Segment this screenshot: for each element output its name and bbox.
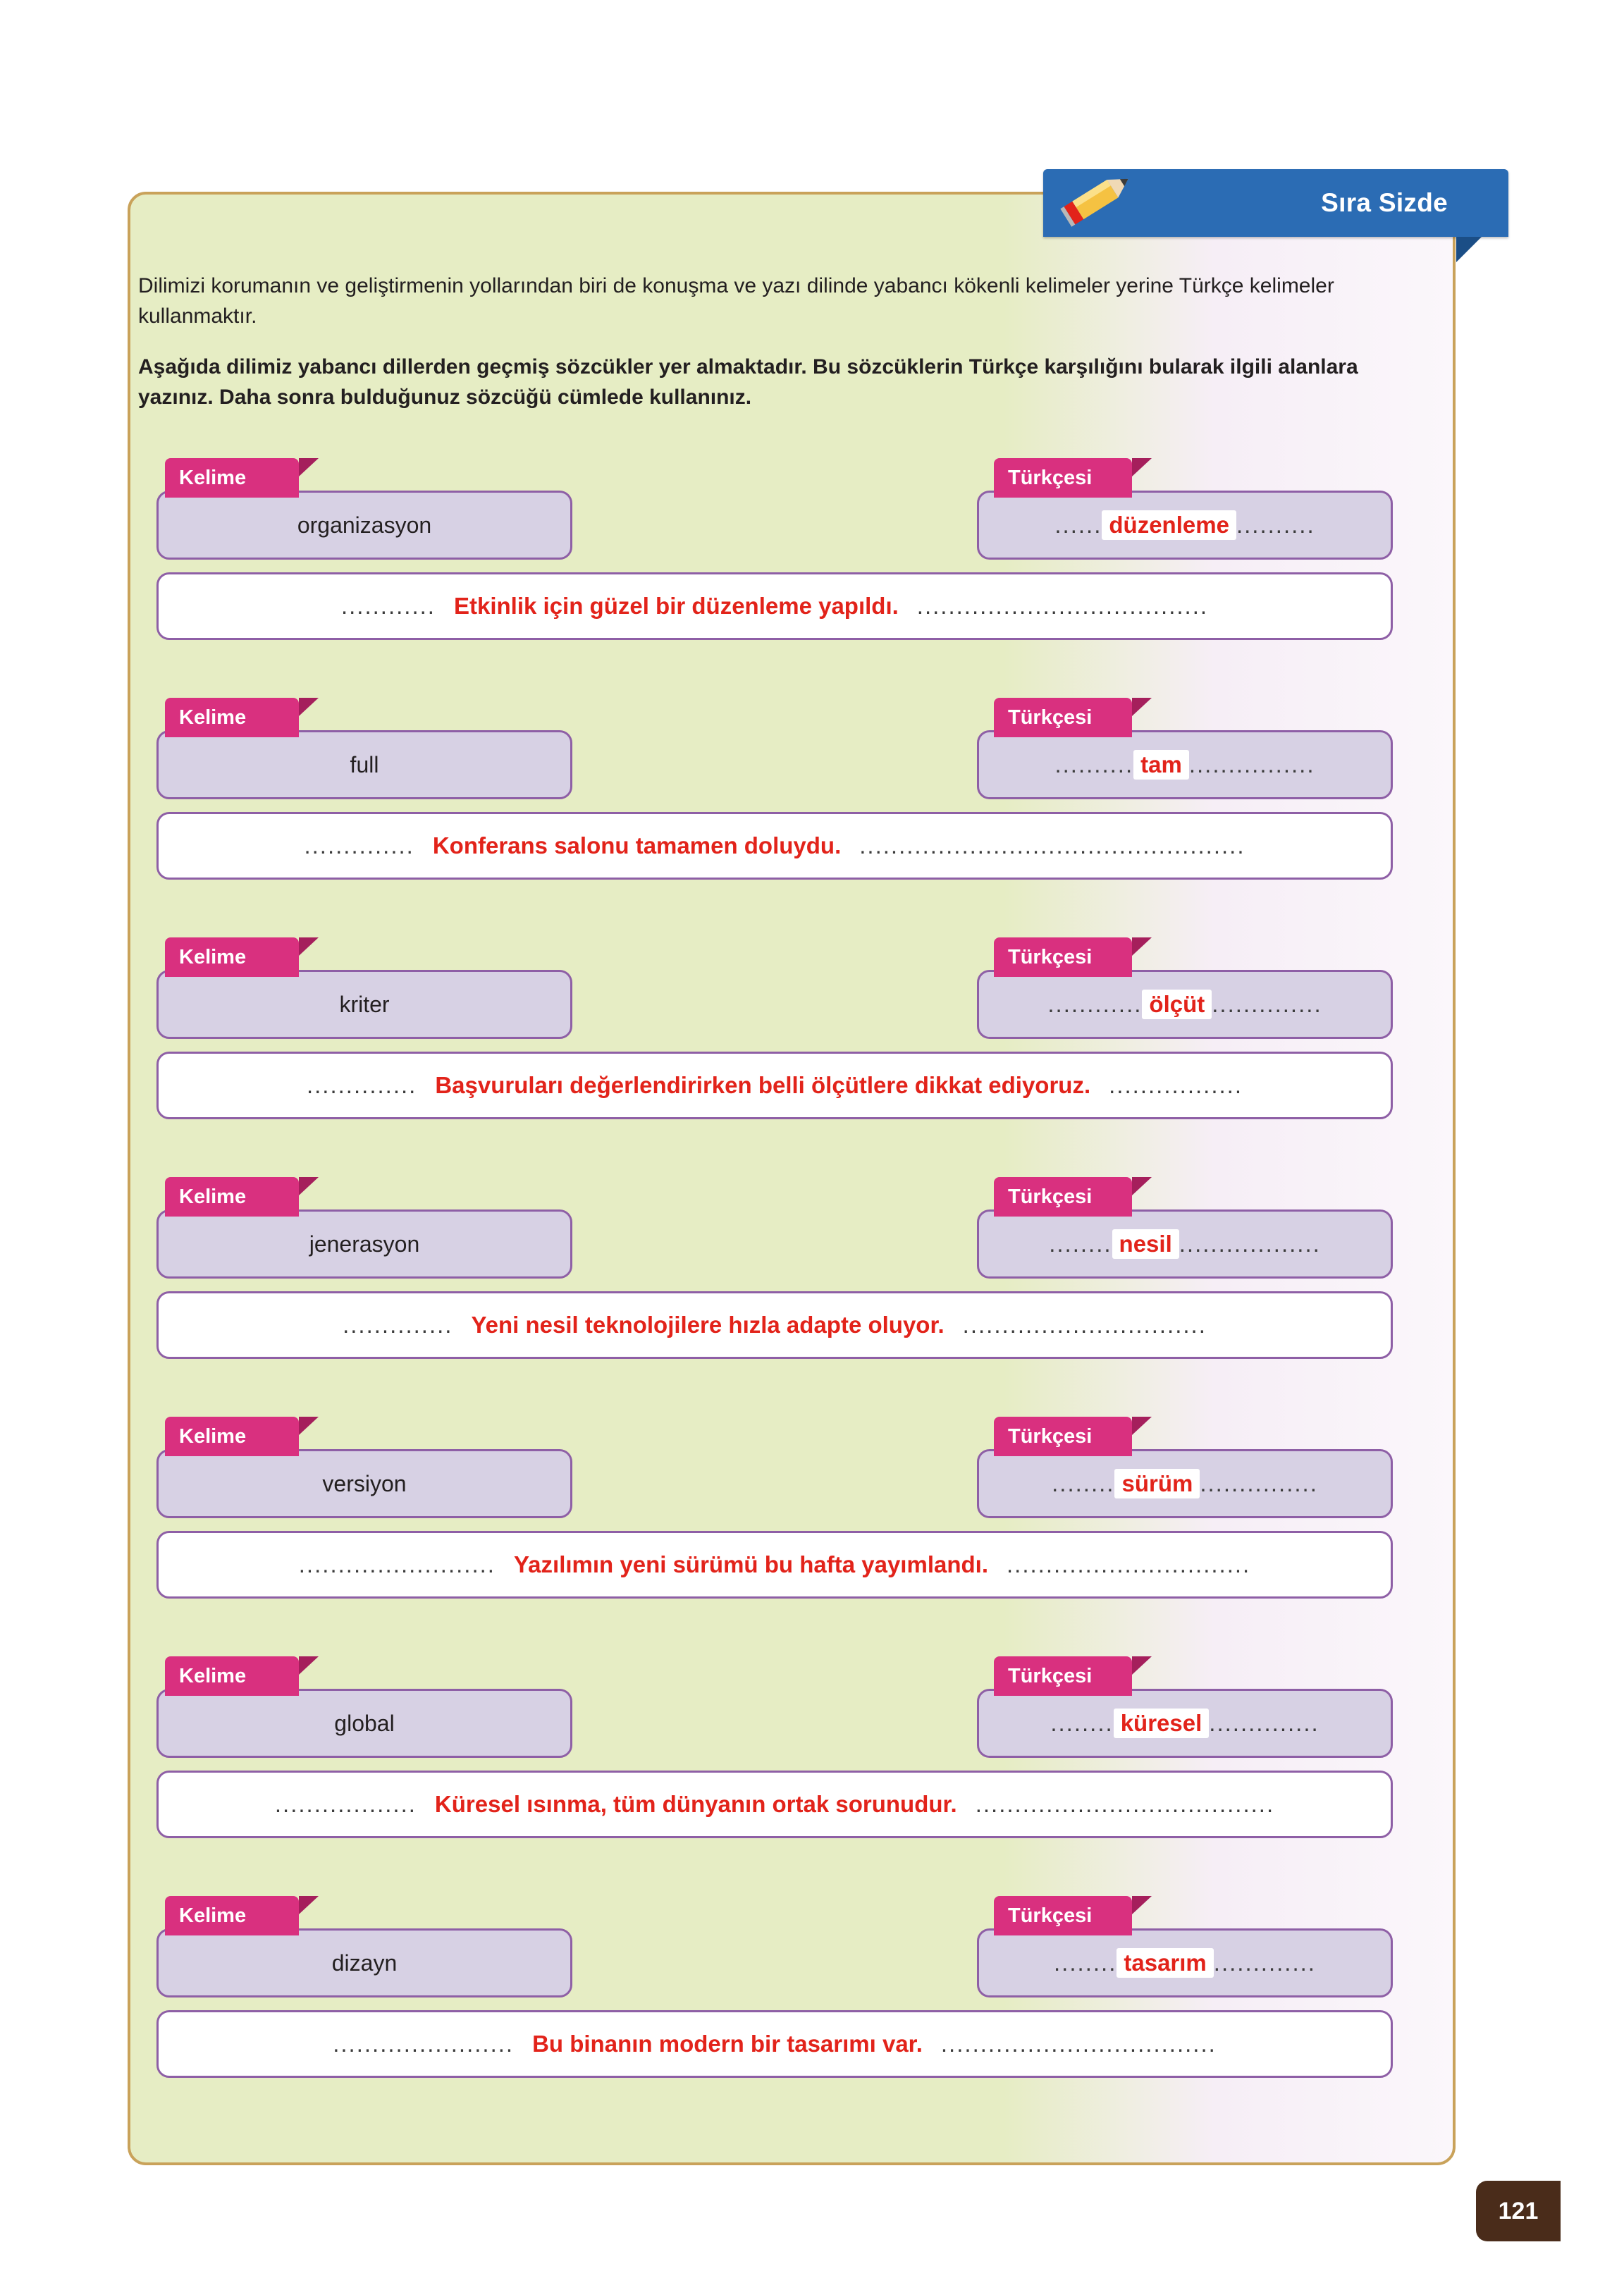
kelime-label: Kelime <box>165 1896 299 1935</box>
sentence-dots-left: ......................... <box>298 1551 496 1577</box>
sentence-dots-left: .................. <box>274 1791 417 1817</box>
turkish-answer-text: küresel <box>1114 1709 1210 1738</box>
foreign-word-text: dizayn <box>331 1950 398 1976</box>
turkcesi-label: Türkçesi <box>994 1417 1132 1456</box>
sentence-text: Başvuruları değerlendirirken belli ölçütlere dikkat ediyoruz. <box>426 1071 1099 1100</box>
dots-right: .................. <box>1179 1231 1321 1257</box>
sentence-text: Yeni nesil teknolojilere hızla adapte oluyor. <box>462 1310 952 1340</box>
sentence-field[interactable] <box>156 572 1393 640</box>
sentence-field[interactable] <box>156 1771 1393 1838</box>
turkcesi-tag-corner <box>1132 1656 1152 1675</box>
ribbon-fold-decoration <box>1456 237 1482 262</box>
word-group <box>138 937 1407 1125</box>
foreign-word-field[interactable] <box>156 1928 572 1997</box>
kelime-label: Kelime <box>165 1417 299 1456</box>
turkish-answer-text: tasarım <box>1116 1948 1213 1978</box>
kelime-tag-corner <box>299 458 319 476</box>
foreign-word-text: global <box>334 1710 395 1736</box>
kelime-label: Kelime <box>165 1656 299 1696</box>
sentence-dots-left: ............ <box>340 593 436 619</box>
page-number-badge <box>1476 2181 1561 2241</box>
dots-left: .......... <box>1054 751 1134 777</box>
dots-left: ........ <box>1049 1231 1112 1257</box>
turkish-answer-text: sürüm <box>1114 1469 1200 1498</box>
sentence-field[interactable] <box>156 1291 1393 1359</box>
sentence-dots-right: ............................... <box>1007 1551 1251 1577</box>
turkcesi-tag-corner <box>1132 458 1152 476</box>
sentence-dots-right: ............................... <box>962 1312 1207 1338</box>
turkcesi-tag-corner <box>1132 1177 1152 1195</box>
turkcesi-label: Türkçesi <box>994 937 1132 977</box>
dots-right: .............. <box>1209 1710 1320 1736</box>
turkish-answer-text: tam <box>1133 750 1189 780</box>
pencil-icon <box>1057 164 1139 237</box>
word-group <box>138 1177 1407 1365</box>
turkcesi-tag-corner <box>1132 937 1152 956</box>
turkcesi-tag-corner <box>1132 1896 1152 1914</box>
foreign-word-field[interactable] <box>156 491 572 560</box>
turkcesi-tag-corner <box>1132 698 1152 716</box>
sentence-text: Konferans salonu tamamen doluydu. <box>424 831 849 861</box>
turkish-answer-text: düzenleme <box>1102 510 1236 540</box>
turkish-answer-field[interactable] <box>977 1209 1393 1279</box>
sentence-text: Etkinlik için güzel bir düzenleme yapıldı. <box>445 591 907 621</box>
intro-paragraph-2: Aşağıda dilimiz yabancı dillerden geçmiş sözcükler yer almaktadır. Bu sözcüklerin Türkçe karşılığını bularak ilgili alanlara yazınız. Daha sonra bulduğunuz sözcüğü cümlede kullanınız. <box>138 355 1358 409</box>
sentence-dots-left: .............. <box>306 1072 417 1098</box>
sentence-dots-left: .............. <box>343 1312 453 1338</box>
sentence-text: Küresel ısınma, tüm dünyanın ortak sorunudur. <box>426 1790 966 1819</box>
foreign-word-text: jenerasyon <box>309 1231 420 1257</box>
sentence-text: Yazılımın yeni sürümü bu hafta yayımlandı. <box>505 1550 997 1580</box>
sentence-dots-right: ................................................. <box>859 832 1245 858</box>
foreign-word-field[interactable] <box>156 730 572 799</box>
sentence-dots-left: .............. <box>304 832 414 858</box>
turkcesi-label: Türkçesi <box>994 1896 1132 1935</box>
turkish-answer-field[interactable] <box>977 1449 1393 1518</box>
turkish-answer-field[interactable] <box>977 970 1393 1039</box>
sentence-field[interactable] <box>156 812 1393 880</box>
dots-right: ............... <box>1200 1470 1318 1496</box>
foreign-word-field[interactable] <box>156 970 572 1039</box>
kelime-label: Kelime <box>165 698 299 737</box>
kelime-tag-corner <box>299 1656 319 1675</box>
turkcesi-label: Türkçesi <box>994 458 1132 498</box>
turkcesi-label: Türkçesi <box>994 1177 1132 1217</box>
page-number: 121 <box>1498 2197 1539 2224</box>
dots-left: ...... <box>1054 512 1102 538</box>
word-group <box>138 458 1407 646</box>
foreign-word-text: organizasyon <box>297 512 432 538</box>
kelime-label: Kelime <box>165 1177 299 1217</box>
turkcesi-tag-corner <box>1132 1417 1152 1435</box>
foreign-word-text: versiyon <box>322 1470 407 1496</box>
turkish-answer-text: nesil <box>1112 1229 1179 1259</box>
word-group <box>138 1417 1407 1604</box>
sentence-dots-right: ................. <box>1109 1072 1243 1098</box>
word-group <box>138 698 1407 885</box>
dots-left: ............ <box>1047 991 1143 1017</box>
intro-paragraph-1: Dilimizi korumanın ve geliştirmenin yollarından biri de konuşma ve yazı dilinde yabancı kökenli kelimeler yerine Türkçe kelimeler kullanmaktır. <box>138 274 1334 328</box>
sentence-dots-right: ...................................... <box>975 1791 1275 1817</box>
turkcesi-label: Türkçesi <box>994 1656 1132 1696</box>
turkish-answer-field[interactable] <box>977 1689 1393 1758</box>
kelime-tag-corner <box>299 1896 319 1914</box>
dots-left: ........ <box>1054 1950 1117 1976</box>
kelime-tag-corner <box>299 1417 319 1435</box>
sentence-text: Bu binanın modern bir tasarımı var. <box>524 2029 931 2059</box>
word-group <box>138 1656 1407 1844</box>
sentence-field[interactable] <box>156 1531 1393 1599</box>
sentence-dots-right: ..................................... <box>916 593 1209 619</box>
sentence-dots-left: ....................... <box>333 2031 515 2057</box>
dots-right: ............. <box>1213 1950 1316 1976</box>
kelime-label: Kelime <box>165 937 299 977</box>
turkish-answer-field[interactable] <box>977 491 1393 560</box>
dots-left: ........ <box>1052 1470 1115 1496</box>
kelime-tag-corner <box>299 1177 319 1195</box>
turkish-answer-field[interactable] <box>977 730 1393 799</box>
sentence-field[interactable] <box>156 1052 1393 1119</box>
dots-right: .............. <box>1212 991 1322 1017</box>
kelime-tag-corner <box>299 698 319 716</box>
kelime-label: Kelime <box>165 458 299 498</box>
foreign-word-field[interactable] <box>156 1449 572 1518</box>
sentence-dots-right: ................................... <box>940 2031 1217 2057</box>
dots-right: .......... <box>1236 512 1315 538</box>
word-group <box>138 1896 1407 2083</box>
turkish-answer-field[interactable] <box>977 1928 1393 1997</box>
dots-right: ................ <box>1188 751 1315 777</box>
dots-left: ........ <box>1050 1710 1114 1736</box>
foreign-word-text: full <box>350 751 379 777</box>
foreign-word-text: kriter <box>339 991 390 1017</box>
section-title: Sıra Sizde <box>1321 188 1448 217</box>
turkish-answer-text: ölçüt <box>1142 990 1212 1019</box>
sentence-field[interactable] <box>156 2010 1393 2078</box>
foreign-word-field[interactable] <box>156 1209 572 1279</box>
kelime-tag-corner <box>299 937 319 956</box>
foreign-word-field[interactable] <box>156 1689 572 1758</box>
turkcesi-label: Türkçesi <box>994 698 1132 737</box>
